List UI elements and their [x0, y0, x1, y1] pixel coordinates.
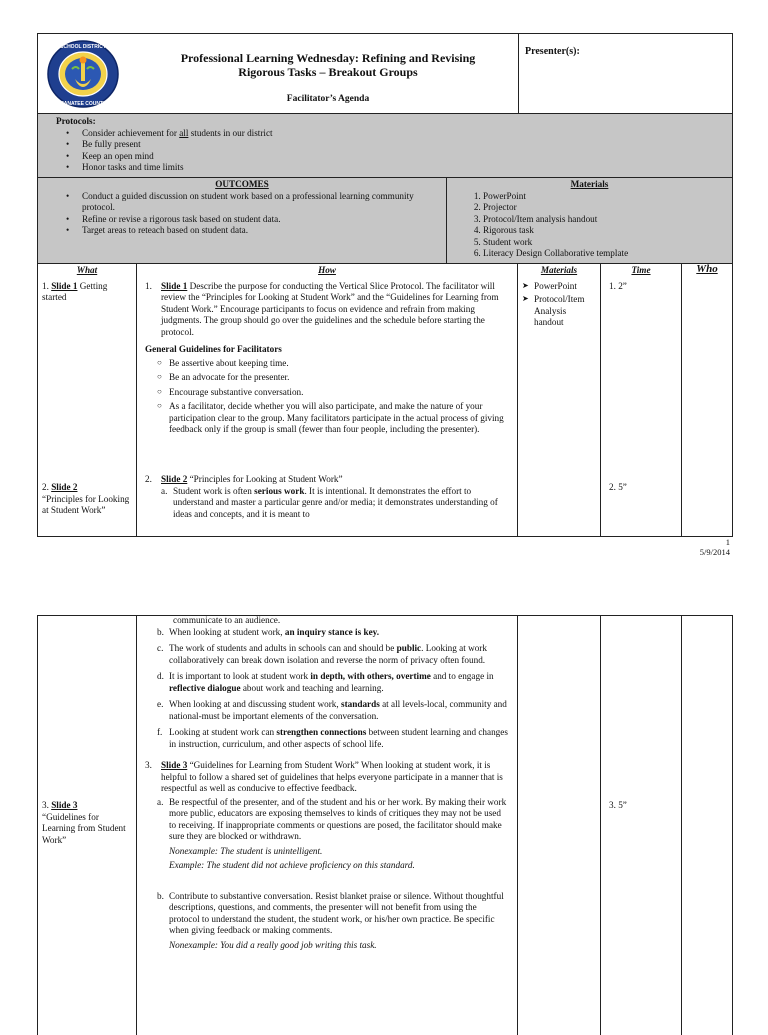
- agenda-page-2: [37, 615, 733, 1035]
- materials-column: [518, 264, 601, 536]
- title-cell: [138, 34, 518, 114]
- how-column: [137, 264, 518, 536]
- guideline-a-example: Example: The student did not achieve proficiency on this standard.: [169, 860, 415, 870]
- protocols-label: Protocols:: [56, 116, 96, 126]
- principle-d: d. It is important to look at student work in depth, with others, overtime and to engage in reflective dialogue about work and teaching and learning.: [157, 671, 494, 693]
- guideline-item: ○ Encourage substantive conversation.: [157, 387, 509, 399]
- page-number: 1: [725, 537, 730, 547]
- school-district-seal-icon: [46, 39, 120, 109]
- row-2-time: 2. 5”: [609, 482, 627, 492]
- title-line-2: Rigorous Tasks – Breakout Groups: [238, 65, 418, 80]
- principle-b: b. When looking at student work, an inquiry stance is key.: [157, 626, 380, 637]
- title-line-1: Professional Learning Wednesday: Refining and Revising: [180, 51, 476, 65]
- who-column-p2: [682, 616, 732, 1035]
- outcome-item: • Refine or revise a rigorous task based on student data.: [82, 214, 428, 226]
- protocols-section: [38, 114, 732, 178]
- time-column: [601, 264, 682, 536]
- principle-e: e. When looking at and discussing student work, standards at all levels-local, community and national-must be important elements of the conversation.: [157, 699, 507, 721]
- protocol-item: • Keep an open mind: [82, 151, 714, 163]
- row-1-materials: [522, 281, 596, 329]
- material-item: 1. PowerPoint: [483, 191, 724, 203]
- materials-section: [447, 178, 732, 264]
- who-header: Who: [696, 263, 718, 275]
- svg-text:MANATEE COUNTY: MANATEE COUNTY: [59, 101, 107, 107]
- footer-date: 5/9/2014: [699, 547, 730, 558]
- outcomes-heading: OUTCOMES: [215, 179, 269, 189]
- principle-a: a. Student work is often serious work. It is intentional. It demonstrates the effort to understand and master a particular genre and/or media; it demonstrates understanding of ideas and concepts, and it is meant to: [161, 485, 498, 519]
- row-2-how: 2. Slide 2 “Principles for Looking at Student Work” a. Student work is often serious work. It is intentional. It demonstrates the effort to understand and master a particular genre and/or media; it demonstrates understanding of ideas and concepts, and it is meant to: [145, 474, 509, 520]
- material-item: 3. Protocol/Item analysis handout: [483, 214, 724, 226]
- material-item: 4. Rigorous task: [483, 225, 724, 237]
- what-column: [38, 264, 137, 536]
- material-item: 2. Projector: [483, 202, 724, 214]
- time-column-p2: [601, 616, 682, 1035]
- guideline-b: b. Contribute to substantive conversation. Resist blanket praise or silence. Without thoughtful descriptions, questions, and comments, the presenter will not benefit from using the protocol to understand the student, the student work, or his/her own practice. Be specific when giving feedback or making comments.: [157, 890, 504, 935]
- guideline-item: ○ As a facilitator, decide whether you will also participate, and make the nature of your participation clear to the group. Many facilitators participate in the actual process of giving feedback only if the group is small (fewer than four people, including the presenter).: [157, 401, 509, 436]
- principle-f: f. Looking at student work can strengthen connections between student learning and changes in instruction, curriculum, and other aspects of school life.: [157, 727, 508, 749]
- row-3-time: 3. 5”: [609, 800, 627, 810]
- guideline-a-nonexample: Nonexample: The student is unintelligent.: [169, 845, 323, 856]
- protocol-item: • Consider achievement for all students in our district: [82, 128, 714, 140]
- page-footer: [700, 537, 730, 557]
- who-column: [682, 264, 732, 536]
- presenter-cell: [518, 34, 732, 114]
- guideline-a: a. Be respectful of the presenter, and of the student and his or her work. By making their work more public, educators are exposing themselves to kinds of critiques they may not be used to receiving. If inappropriate comments or questions are posed, the facilitator should make sure they are blocked or withdrawn.: [157, 796, 507, 841]
- agenda-header: [38, 34, 732, 114]
- protocol-item: • Honor tasks and time limits: [82, 162, 714, 174]
- how-header: How: [318, 265, 336, 275]
- svg-text:SCHOOL DISTRICT: SCHOOL DISTRICT: [60, 44, 106, 50]
- presenter-label: Presenter(s):: [525, 46, 580, 57]
- material-item: 6. Literacy Design Collaborative template: [483, 248, 724, 260]
- how-column-p2: [137, 616, 518, 1035]
- outcome-item: • Conduct a guided discussion on student work based on a professional learning community protocol.: [82, 191, 428, 214]
- row-1-what: 1. Slide 1 Getting started: [42, 280, 108, 302]
- material-item: 5. Student work: [483, 237, 724, 249]
- agenda-page-1: [37, 33, 733, 537]
- outcome-item: • Target areas to reteach based on student data.: [82, 225, 428, 237]
- outcomes-section: [38, 178, 447, 264]
- time-header: Time: [631, 265, 651, 275]
- row-1-how: 1. Slide 1 Describe the purpose for conducting the Vertical Slice Protocol. The facilitator will review the “Principles for Looking at Student Work” and the “Guidelines for Learning from Student Work.” Encourage participants to focus on evidence and refrain from making judgments. The group should go over the guidelines and the schedule before starting the protocol.: [145, 280, 499, 337]
- guidelines-heading: General Guidelines for Facilitators: [145, 344, 282, 354]
- what-column-p2: [38, 616, 137, 1035]
- guideline-b-nonexample: Nonexample: You did a really good job writing this task.: [169, 939, 377, 950]
- outcomes-list: [56, 191, 428, 237]
- agenda-title: [138, 51, 518, 80]
- materials-header: Materials: [540, 265, 578, 275]
- principle-c: c. The work of students and adults in schools can and should be public. Looking at work collaboratively can break down isolation and reverse the norm of privacy often found.: [157, 643, 487, 665]
- row-material-item: ➤ PowerPoint: [522, 281, 596, 293]
- row-1-time: 1. 2”: [609, 280, 627, 291]
- guidelines-list: [145, 358, 509, 436]
- row-material-item: ➤ Protocol/Item Analysis handout: [522, 294, 596, 329]
- materials-column-p2: [518, 616, 601, 1035]
- row-3-how: 3. Slide 3 “Guidelines for Learning from Student Work” When looking at student work, it is helpful to follow a shared set of guidelines that helps everyone participate in a manner that is respectful as well as conducive to effective feedback.: [145, 760, 503, 793]
- materials-list: [455, 191, 724, 260]
- agenda-subtitle: Facilitator’s Agenda: [286, 93, 370, 104]
- row-3-what: 3. Slide 3 “Guidelines for Learning from Student Work”: [42, 800, 126, 845]
- guideline-item: ○ Be assertive about keeping time.: [157, 358, 509, 370]
- what-header: What: [76, 265, 98, 275]
- guideline-item: ○ Be an advocate for the presenter.: [157, 372, 509, 384]
- principle-a-continued: communicate to an audience.: [173, 615, 281, 625]
- protocol-item: • Be fully present: [82, 139, 714, 151]
- row-2-what: 2. Slide 2 “Principles for Looking at Student Work”: [42, 482, 130, 515]
- protocols-list: [56, 128, 714, 174]
- materials-heading: Materials: [570, 179, 609, 189]
- agenda-table: [38, 264, 732, 536]
